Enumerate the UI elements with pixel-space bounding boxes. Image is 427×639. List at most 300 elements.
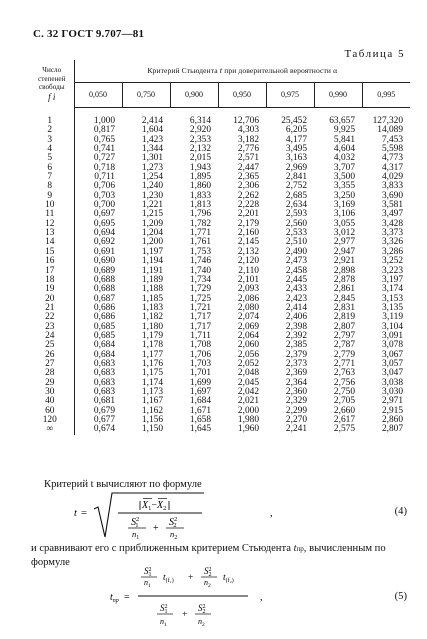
value-cell: 3,495 xyxy=(285,144,307,155)
value-cell: 3,169 xyxy=(333,200,355,211)
df-cell: 26 xyxy=(30,351,74,360)
value-cell: 4,029 xyxy=(381,172,404,183)
formula-4 xyxy=(72,491,292,539)
df-cell: 14 xyxy=(30,238,74,247)
df-cell: 8 xyxy=(30,182,74,191)
value-cell: 2,841 xyxy=(285,172,307,183)
value-cell: 3,250 xyxy=(333,190,355,201)
value-cell: 1,185 xyxy=(141,293,163,304)
svg-text:t: t xyxy=(74,508,77,519)
value-cell: 3,057 xyxy=(381,358,404,369)
df-cell: 29 xyxy=(30,379,74,388)
df-cell: 5 xyxy=(30,154,74,163)
value-cell: 1,658 xyxy=(189,415,211,425)
value-cell: 1,671 xyxy=(189,405,211,416)
probability-header: 0,975 xyxy=(266,83,314,108)
value-cell: 2,414 xyxy=(285,302,307,313)
value-cell: 2,052 xyxy=(237,358,259,369)
value-cell: 2,086 xyxy=(237,293,259,304)
value-cell: 3,690 xyxy=(381,190,404,201)
value-cell: 2,510 xyxy=(285,237,307,248)
value-cell: 0,817 xyxy=(93,125,115,136)
value-cell: 0,711 xyxy=(94,172,115,183)
value-cell: 1,725 xyxy=(189,293,211,304)
value-cell: 2,571 xyxy=(237,153,259,164)
value-cell: 0,706 xyxy=(93,181,115,192)
value-cell: 4,604 xyxy=(333,144,355,155)
value-cell: 0,683 xyxy=(93,386,115,397)
value-cell: 2,364 xyxy=(285,377,307,388)
value-cell: 2,445 xyxy=(285,274,307,285)
probability-header: 0,990 xyxy=(314,83,362,108)
value-cell: 2,160 xyxy=(237,228,259,239)
page-header: С. 32 ГОСТ 9.707—81 xyxy=(33,28,145,40)
value-cell: 2,045 xyxy=(237,377,259,388)
value-cell: 0,703 xyxy=(93,190,115,201)
df-cell: 11 xyxy=(30,210,74,219)
svg-text:n2: $n_2$ xyxy=(170,529,178,539)
df-cell: 13 xyxy=(30,229,74,238)
value-cell: 2,819 xyxy=(333,312,355,323)
svg-text:tпр: $t_{пр}$ xyxy=(110,592,119,604)
student-t-table xyxy=(30,60,410,435)
value-cell: 2,385 xyxy=(285,340,307,351)
value-cell: 0,679 xyxy=(93,405,115,416)
value-cell: 1,167 xyxy=(141,396,163,407)
probability-header: 0,900 xyxy=(170,83,218,108)
probability-header-row xyxy=(30,83,410,108)
value-cell: 2,971 xyxy=(381,396,404,407)
df-cell: 9 xyxy=(30,192,74,201)
value-cell: 3,078 xyxy=(381,340,404,351)
svg-text:X1−X2: $X_1-X_2$ xyxy=(142,500,167,512)
value-cell: 3,497 xyxy=(381,209,404,220)
value-cell: 3,030 xyxy=(381,386,404,397)
value-cell: 12,706 xyxy=(233,116,259,126)
value-cell: 4,303 xyxy=(237,125,259,136)
value-cell: 0,674 xyxy=(93,424,115,435)
value-cell: 4,177 xyxy=(285,134,307,145)
value-cell: 3,038 xyxy=(381,377,404,388)
value-cell: 1,174 xyxy=(141,377,163,388)
value-cell: 2,977 xyxy=(333,237,355,248)
value-cell: 2,365 xyxy=(237,172,259,183)
value-cell: 2,533 xyxy=(285,228,307,239)
value-cell: 25,452 xyxy=(281,116,307,126)
value-cell: 3,055 xyxy=(333,218,355,229)
df-cell: 20 xyxy=(30,295,74,304)
value-cell: 2,807 xyxy=(381,424,404,435)
value-cell: 2,201 xyxy=(237,209,259,220)
formula5-intro: и сравнивают его с приближенным критерием Стьюдента tпр, вычисленным по формуле xyxy=(31,543,386,568)
df-cell: 120 xyxy=(30,416,74,425)
df-cell: 7 xyxy=(30,173,74,182)
df-cell: 21 xyxy=(30,304,74,313)
svg-text:S21: $S^2$ 1 xyxy=(131,516,140,529)
value-cell: 2,490 xyxy=(285,246,307,257)
value-cell: 2,406 xyxy=(285,312,307,323)
value-cell: 1,895 xyxy=(189,172,211,183)
value-cell: 1,717 xyxy=(189,312,211,323)
value-cell: 0,681 xyxy=(93,396,115,407)
value-cell: 2,392 xyxy=(285,330,307,341)
value-cell: 2,752 xyxy=(285,181,307,192)
value-cell: 1,301 xyxy=(141,153,163,164)
value-cell: 2,064 xyxy=(237,330,259,341)
value-cell: 2,915 xyxy=(381,405,404,416)
value-cell: 3,091 xyxy=(381,330,404,341)
value-cell: 2,685 xyxy=(285,190,307,201)
df-cell: 40 xyxy=(30,397,74,406)
value-cell: 1,706 xyxy=(189,349,211,360)
value-cell: 2,299 xyxy=(285,405,307,416)
table-caption: Таблица 5 xyxy=(344,48,405,60)
value-cell: 3,581 xyxy=(381,200,404,211)
value-cell: 2,433 xyxy=(285,284,307,295)
value-cell: 0,684 xyxy=(93,340,115,351)
value-cell: 1,746 xyxy=(189,256,211,267)
value-cell: 1,194 xyxy=(141,256,163,267)
value-cell: 3,135 xyxy=(381,302,404,313)
value-cell: 1,813 xyxy=(189,200,211,211)
df-column-header: Число степеней свободы f i xyxy=(30,60,74,108)
value-cell: 2,080 xyxy=(237,302,259,313)
value-cell: 2,763 xyxy=(333,368,355,379)
value-cell: 2,228 xyxy=(237,200,259,211)
equation-number-4: (4) xyxy=(394,506,407,517)
svg-text:n1: $n_1$ xyxy=(144,578,151,589)
svg-text:,: , xyxy=(270,508,273,519)
value-cell: 2,132 xyxy=(237,246,259,257)
value-cell: 1,796 xyxy=(189,209,211,220)
value-cell: 1,183 xyxy=(141,302,163,313)
value-cell: 2,060 xyxy=(237,340,259,351)
df-cell: 2 xyxy=(30,126,74,135)
value-cell: 1,230 xyxy=(141,190,163,201)
value-cell: 0,718 xyxy=(93,162,115,173)
svg-text:S22: $S^2$ 2 xyxy=(169,516,178,529)
value-cell: 2,860 xyxy=(381,415,404,425)
value-cell: 0,687 xyxy=(93,293,115,304)
value-cell: 2,306 xyxy=(237,181,259,192)
value-cell: 2,021 xyxy=(237,396,259,407)
svg-text:t(f₁): $t_{(f_1)}$ xyxy=(163,573,174,584)
value-cell: 2,458 xyxy=(285,265,307,276)
value-cell: 1,189 xyxy=(141,274,163,285)
svg-text:=: = xyxy=(81,508,87,519)
df-cell: 17 xyxy=(30,267,74,276)
value-cell: 0,700 xyxy=(93,200,115,211)
value-cell: 2,329 xyxy=(285,396,307,407)
value-cell: 1,240 xyxy=(141,181,163,192)
value-cell: 0,692 xyxy=(93,237,115,248)
svg-text:+: + xyxy=(182,610,188,620)
value-cell: 1,703 xyxy=(189,358,211,369)
value-cell: 2,560 xyxy=(285,218,307,229)
value-cell: 1,980 xyxy=(237,415,259,425)
value-cell: 2,015 xyxy=(189,153,211,164)
value-cell: 1,833 xyxy=(189,190,211,201)
value-cell: 3,355 xyxy=(333,181,355,192)
value-cell: 4,317 xyxy=(381,162,404,173)
df-cell: 24 xyxy=(30,332,74,341)
value-cell: 1,761 xyxy=(189,237,211,248)
value-cell: 2,373 xyxy=(285,358,307,369)
df-cell: 15 xyxy=(30,248,74,257)
value-cell: 1,960 xyxy=(237,424,259,435)
value-cell: 2,042 xyxy=(237,386,259,397)
value-cell: 1,221 xyxy=(141,200,163,211)
probability-header: 0,050 xyxy=(74,83,122,108)
value-cell: 3,500 xyxy=(333,172,355,183)
value-cell: 2,398 xyxy=(285,321,307,332)
value-cell: 2,048 xyxy=(237,368,259,379)
df-cell: 27 xyxy=(30,360,74,369)
value-cell: 2,145 xyxy=(237,237,259,248)
value-cell: 5,598 xyxy=(381,144,404,155)
value-cell: 1,209 xyxy=(141,218,163,229)
value-cell: 1,204 xyxy=(141,228,163,239)
value-cell: 3,153 xyxy=(381,293,404,304)
value-cell: 2,270 xyxy=(285,415,307,425)
value-cell: 2,069 xyxy=(237,321,259,332)
df-cell: 19 xyxy=(30,285,74,294)
value-cell: 1,175 xyxy=(141,368,163,379)
value-cell: 2,093 xyxy=(237,284,259,295)
value-cell: 1,645 xyxy=(189,424,211,435)
value-cell: 2,414 xyxy=(141,116,163,126)
value-cell: 14,089 xyxy=(377,125,404,136)
value-cell: 2,920 xyxy=(189,125,211,136)
value-cell: 2,921 xyxy=(333,256,355,267)
value-cell: 2,423 xyxy=(285,293,307,304)
value-cell: 1,188 xyxy=(141,284,163,295)
probability-header: 0,950 xyxy=(218,83,266,108)
value-cell: 2,120 xyxy=(237,256,259,267)
value-cell: 1,701 xyxy=(189,368,211,379)
value-cell: 2,447 xyxy=(237,162,259,173)
value-cell: 0,695 xyxy=(93,218,115,229)
svg-text:n1: $n_1$ xyxy=(132,529,140,539)
value-cell: 1,753 xyxy=(189,246,211,257)
value-cell: 0,688 xyxy=(93,274,115,285)
value-cell: 1,150 xyxy=(141,424,163,435)
value-cell: 0,690 xyxy=(93,256,115,267)
value-cell: 2,262 xyxy=(237,190,259,201)
value-cell: 1,173 xyxy=(141,386,163,397)
value-cell: 0,727 xyxy=(93,153,115,164)
svg-text:n2: $n_2$ xyxy=(204,578,211,589)
value-cell: 1,729 xyxy=(189,284,211,295)
value-cell: 1,162 xyxy=(141,405,163,416)
value-cell: 2,807 xyxy=(333,321,355,332)
value-cell: 2,756 xyxy=(333,377,355,388)
value-cell: 2,776 xyxy=(237,144,259,155)
df-cell: 60 xyxy=(30,407,74,416)
value-cell: 1,782 xyxy=(189,218,211,229)
value-cell: 0,686 xyxy=(93,302,115,313)
value-cell: 3,047 xyxy=(381,368,404,379)
value-cell: 1,423 xyxy=(141,134,163,145)
value-cell: 0,689 xyxy=(93,265,115,276)
value-cell: 2,750 xyxy=(333,386,355,397)
value-cell: 1,708 xyxy=(189,340,211,351)
value-cell: 2,831 xyxy=(333,302,355,313)
value-cell: 0,697 xyxy=(93,209,115,220)
value-cell: 6,314 xyxy=(189,116,211,126)
value-cell: 4,032 xyxy=(333,153,355,164)
value-cell: 3,197 xyxy=(381,274,404,285)
value-cell: 2,705 xyxy=(333,396,355,407)
value-cell: 2,660 xyxy=(333,405,355,416)
df-cell: 22 xyxy=(30,313,74,322)
value-cell: 3,286 xyxy=(381,246,404,257)
probability-header: 0,750 xyxy=(122,83,170,108)
value-cell: 2,898 xyxy=(333,265,355,276)
value-cell: 2,000 xyxy=(237,405,259,416)
value-cell: 1,176 xyxy=(141,358,163,369)
value-cell: 3,373 xyxy=(381,228,404,239)
value-cell: 2,947 xyxy=(333,246,355,257)
df-cell: 25 xyxy=(30,341,74,350)
value-cell: 0,694 xyxy=(93,228,115,239)
value-cell: 7,453 xyxy=(381,134,404,145)
value-cell: 2,179 xyxy=(237,218,259,229)
value-cell: 1,711 xyxy=(190,330,211,341)
value-cell: 2,369 xyxy=(285,368,307,379)
value-cell: 3,223 xyxy=(381,265,404,276)
value-cell: 3,104 xyxy=(381,321,404,332)
value-cell: 9,925 xyxy=(333,125,355,136)
value-cell: 2,634 xyxy=(285,200,307,211)
df-cell: 4 xyxy=(30,145,74,154)
value-cell: 2,360 xyxy=(285,386,307,397)
value-cell: 2,787 xyxy=(333,340,355,351)
value-cell: 3,119 xyxy=(382,312,404,323)
value-cell: 1,344 xyxy=(141,144,163,155)
svg-text:+: + xyxy=(188,573,194,583)
svg-text:S22: $S^2$ 2 xyxy=(198,603,206,615)
df-cell: 30 xyxy=(30,388,74,397)
value-cell: 1,717 xyxy=(189,321,211,332)
value-cell: 2,074 xyxy=(237,312,259,323)
value-cell: 2,473 xyxy=(285,256,307,267)
svg-text:+: + xyxy=(153,523,159,534)
value-cell: 2,593 xyxy=(285,209,307,220)
value-cell: 2,771 xyxy=(333,358,355,369)
value-cell: 3,833 xyxy=(381,181,404,192)
value-cell: 2,617 xyxy=(333,415,355,425)
value-cell: 1,734 xyxy=(189,274,211,285)
value-cell: 1,178 xyxy=(141,340,163,351)
value-cell: 1,740 xyxy=(189,265,211,276)
svg-text:n1: $n_1$ xyxy=(160,617,167,628)
df-cell: ∞ xyxy=(30,425,74,434)
value-cell: 0,688 xyxy=(93,284,115,295)
value-cell: 1,684 xyxy=(189,396,211,407)
df-cell: 18 xyxy=(30,276,74,285)
svg-text:S21: $S^2$ 1 xyxy=(144,566,152,578)
df-cell: 12 xyxy=(30,220,74,229)
value-cell: 2,845 xyxy=(333,293,355,304)
value-cell: 1,180 xyxy=(141,321,163,332)
value-cell: 2,575 xyxy=(333,424,355,435)
value-cell: 3,707 xyxy=(333,162,355,173)
value-cell: 1,699 xyxy=(189,377,211,388)
df-cell: 28 xyxy=(30,369,74,378)
value-cell: 2,110 xyxy=(238,265,259,276)
value-cell: 0,677 xyxy=(93,415,115,425)
svg-text:S21: $S^2$ 1 xyxy=(160,603,168,615)
value-cell: 1,697 xyxy=(189,386,211,397)
value-cell: 0,685 xyxy=(93,321,115,332)
svg-text:n2: $n_2$ xyxy=(198,617,205,628)
value-cell: 3,174 xyxy=(381,284,404,295)
value-cell: 0,765 xyxy=(93,134,115,145)
value-cell: 0,683 xyxy=(93,377,115,388)
table-row xyxy=(30,425,410,434)
value-cell: 5,841 xyxy=(333,134,355,145)
value-cell: 3,252 xyxy=(381,256,404,267)
value-cell: 1,604 xyxy=(141,125,163,136)
svg-text:t(f₂): $t_{(f_2)}$ xyxy=(223,573,234,584)
svg-text:,: , xyxy=(260,592,263,603)
value-cell: 2,353 xyxy=(189,134,211,145)
equation-number-5: (5) xyxy=(394,591,407,602)
value-cell: 0,741 xyxy=(93,144,115,155)
table-body xyxy=(30,108,410,435)
value-cell: 0,691 xyxy=(93,246,115,257)
svg-text:S22: $S^2$ 2 xyxy=(204,566,212,578)
value-cell: 2,878 xyxy=(333,274,355,285)
df-cell: 23 xyxy=(30,323,74,332)
value-cell: 0,683 xyxy=(93,358,115,369)
value-cell: 2,779 xyxy=(333,349,355,360)
value-cell: 2,056 xyxy=(237,349,259,360)
probability-header: 0,995 xyxy=(362,83,410,108)
value-cell: 0,686 xyxy=(93,312,115,323)
value-cell: 2,132 xyxy=(189,144,211,155)
criterion-header: Критерий Стьюдента t при доверительной вероятности α xyxy=(74,60,410,83)
svg-text:=: = xyxy=(124,592,130,603)
value-cell: 1,177 xyxy=(141,349,163,360)
value-cell: 1,215 xyxy=(141,209,163,220)
value-cell: 1,273 xyxy=(141,162,163,173)
value-cell: 63,657 xyxy=(329,116,355,126)
value-cell: 3,326 xyxy=(381,237,404,248)
value-cell: 6,205 xyxy=(285,125,307,136)
formula4-intro: Критерий t вычисляют по формуле xyxy=(44,479,202,490)
value-cell: 0,683 xyxy=(93,368,115,379)
value-cell: 1,943 xyxy=(189,162,211,173)
df-cell: 1 xyxy=(30,117,74,126)
value-cell: 127,320 xyxy=(372,116,404,126)
value-cell: 1,771 xyxy=(189,228,211,239)
value-cell: 1,254 xyxy=(141,172,163,183)
value-cell: 1,860 xyxy=(189,181,211,192)
value-cell: 3,182 xyxy=(237,134,259,145)
value-cell: 3,067 xyxy=(381,349,404,360)
value-cell: 1,156 xyxy=(141,415,163,425)
df-cell: 16 xyxy=(30,257,74,266)
value-cell: 3,012 xyxy=(333,228,355,239)
value-cell: 3,106 xyxy=(333,209,355,220)
formula-5 xyxy=(110,565,320,631)
value-cell: 1,182 xyxy=(141,312,163,323)
value-cell: 1,721 xyxy=(189,302,211,313)
value-cell: 3,428 xyxy=(381,218,404,229)
value-cell: 1,197 xyxy=(141,246,163,257)
